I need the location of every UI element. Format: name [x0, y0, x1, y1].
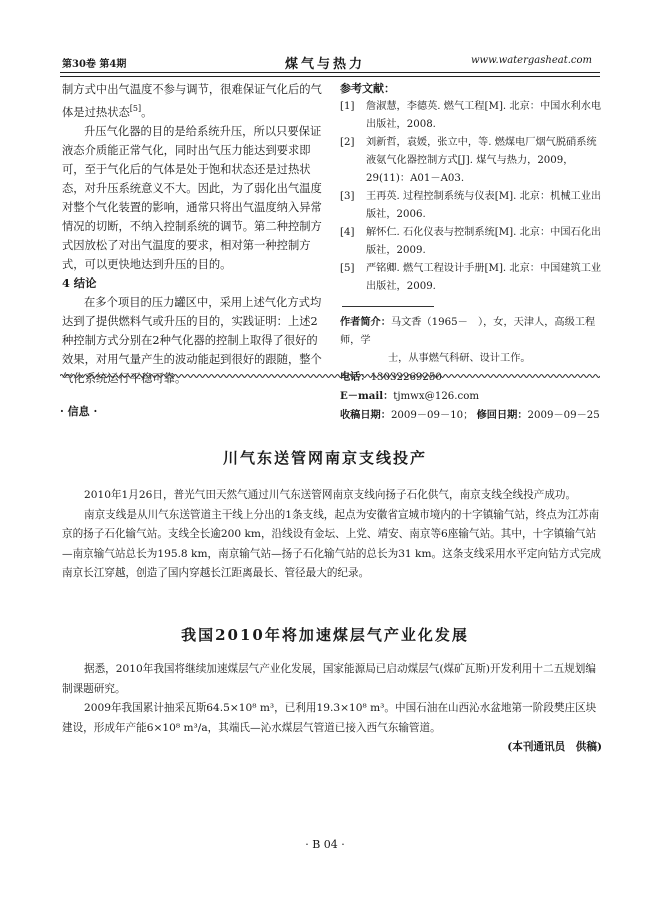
reference-number: [5] — [340, 263, 355, 274]
info-tag: · 信息 · — [60, 405, 98, 418]
reference-item — [340, 224, 602, 260]
reference-item — [340, 98, 602, 134]
reference-text: 王再英. 过程控制系统与仪表[M]. 北京：机械工业出版社，2006. — [366, 191, 602, 220]
paragraph-end: 。 — [141, 105, 153, 119]
author-line: 马文香（1965－ ），女，天津人，高级工程师，学 — [340, 317, 596, 346]
author-label: 作者简介： — [340, 316, 391, 328]
phone-value: 13032269250 — [370, 372, 442, 383]
phone-label: 电话： — [340, 371, 371, 383]
divider — [342, 306, 434, 307]
news-body — [62, 660, 602, 758]
left-column — [62, 80, 326, 388]
paragraph — [62, 80, 326, 122]
reference-text: 严铭卿. 燃气工程设计手册[M]. 北京：中国建筑工业出版社，2009. — [366, 263, 602, 292]
reference-number: [3] — [340, 191, 355, 202]
references-title: 参考文献： — [340, 82, 395, 95]
journal-website: www.watergasheat.com — [470, 55, 592, 66]
journal-volume-issue: 第30卷 第4期 — [62, 59, 127, 70]
paragraph: 南京支线是从川气东送管道主干线上分出的1条支线，起点为安徽省宣城市境内的十字镇输气站，终点为江苏南京的扬子石化输气站。支线全长逾200 km，沿线设有金坛、上党、靖安、南京等6座输气站。其中，十字镇输气站—南京输气站总长为195.8 km，南京输气站—扬子石化输气站的总长为31 km。这条支线采用水平定向钻方式完成南京长江穿越，创造了国内穿越长江距离最长、管径最大的纪录。 — [62, 508, 601, 579]
paragraph: 2009年我国累计抽采瓦斯64.5×10⁸ m³，已利用19.3×10⁸ m³。中国石油在山西沁水盆地第一阶段樊庄区块建设，形成年产能6×10⁸ m³/a，其端氏—沁水煤层气管道已接入西气东输管道。 — [62, 702, 597, 734]
email-value: tjmwx@126.com — [393, 391, 480, 402]
news-title: 我国2010年将加速煤层气产业化发展 — [181, 626, 469, 644]
paragraph: 在多个项目的压力罐区中，采用上述气化方式均达到了提供燃料气或升压的目的，实践证明：上述2种控制方式分别在2种气化器的控制上取得了很好的效果，对用气量产生的波动能起到很好的跟随，整个气化系统运行平稳可靠。 — [62, 295, 322, 385]
reference-item — [340, 188, 602, 224]
reference-text: 刘新哲，袁媛，张立中，等. 燃煤电厂烟气脱硝系统液氨气化器控制方式[J]. 煤气与热力，2009，29(11)：A01－A03. — [366, 137, 597, 184]
page-number: · B 04 · — [305, 838, 345, 851]
revised-date: 2009－09－25 — [527, 410, 600, 421]
reference-item — [340, 260, 602, 296]
reference-number: [2] — [340, 137, 355, 148]
reference-number: [1] — [340, 101, 355, 112]
reference-item — [340, 134, 602, 188]
author-info — [340, 313, 602, 425]
section-heading: 4 结论 — [62, 275, 97, 290]
wavy-divider — [60, 372, 600, 380]
paragraph: 2010年1月26日，普光气田天然气通过川气东送管网南京支线向扬子石化供气，南京支线全线投产成功。 — [84, 489, 577, 501]
news-title: 川气东送管网南京支线投产 — [222, 449, 427, 467]
received-label: 收稿日期： — [340, 409, 391, 421]
received-date: 2009－09－10； — [390, 410, 474, 421]
author-line: 士，从事燃气科研、设计工作。 — [388, 353, 531, 364]
reference-text: 詹淑慧，李德英. 燃气工程[M]. 北京：中国水利水电出版社，2008. — [366, 101, 602, 130]
reference-number: [4] — [340, 227, 355, 238]
paragraph-text: 制方式中出气温度不参与调节，很难保证气化后的气体是过热状态 — [62, 83, 322, 119]
revised-label: 修回日期： — [476, 409, 528, 421]
paragraph: 升压气化器的目的是给系统升压，所以只要保证液态介质能正常气化，同时出气压力能达到要求即可，至于气化后的气体是处于饱和状态还是过热状态，对升压系统意义不大。因此，为了弱化出气温度对整个气化装置的影响，通常只将出气温度纳入异常情况的切断，不纳入控制系统的调节。第二种控制方式因放松了对出气温度的要求，相对第一种控制方式，可以更快地达到升压的目的。 — [62, 124, 322, 271]
news-body — [62, 486, 602, 584]
journal-name: 煤气与热力 — [284, 57, 365, 72]
paragraph: 据悉，2010年我国将继续加速煤层气产业化发展，国家能源局已启动煤层气(煤矿瓦斯)开发利用十二五规划编制课题研究。 — [62, 663, 596, 695]
email-label: E－mail： — [340, 390, 394, 402]
header-rule — [60, 72, 600, 77]
reference-text: 解怀仁. 石化仪表与控制系统[M]. 北京：中国石化出版社，2009. — [366, 227, 602, 256]
citation: [5] — [129, 104, 142, 113]
news-credit: (本刊通讯员 供稿) — [507, 741, 602, 753]
